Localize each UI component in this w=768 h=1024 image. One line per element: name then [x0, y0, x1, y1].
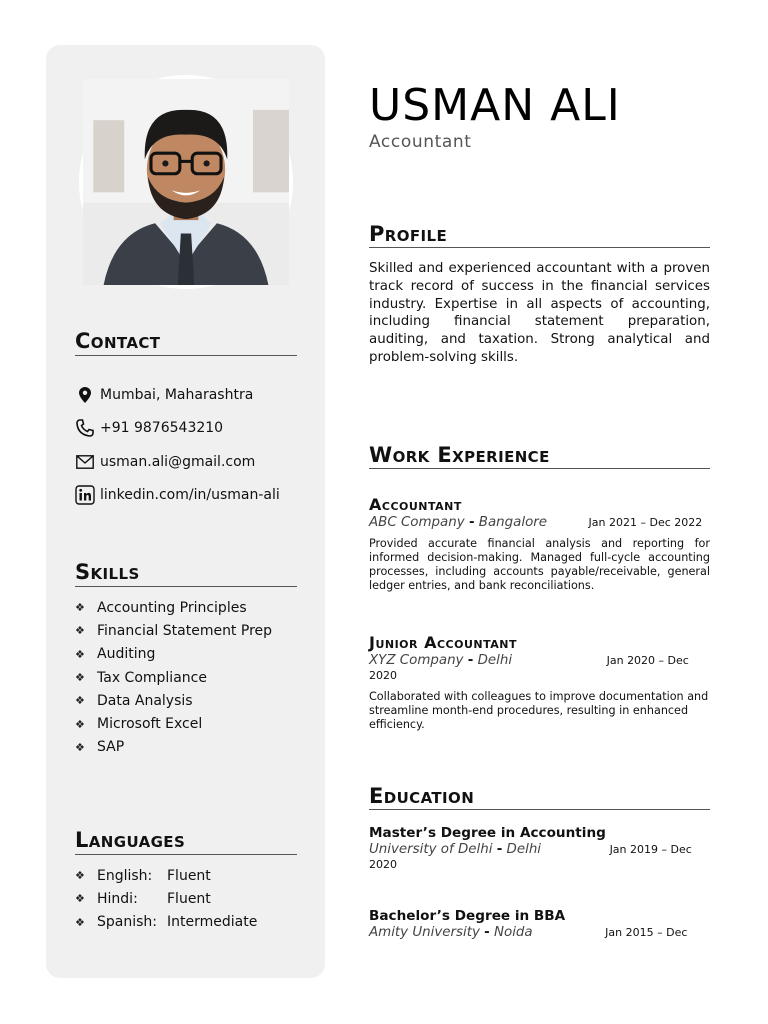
education-school: University of Delhi [369, 842, 493, 857]
skill-item [75, 736, 315, 759]
language-item [75, 864, 315, 887]
language-level: Fluent [167, 867, 211, 884]
skill-label: Data Analysis [97, 692, 193, 709]
contact-phone-text: +91 9876543210 [100, 420, 224, 437]
skills-heading: Skills [75, 560, 297, 587]
education-heading: Education [369, 784, 710, 810]
contact-heading: Contact [75, 329, 297, 356]
job-meta [369, 515, 710, 530]
contact-location-text: Mumbai, Maharashtra [100, 386, 254, 403]
education-separator: - [484, 925, 490, 940]
language-name: Hindi: [97, 890, 138, 907]
skill-label: Tax Compliance [97, 669, 207, 686]
job-meta [369, 653, 710, 683]
contact-item-email[interactable] [75, 445, 315, 479]
diamond-bullet-icon: ❖ [75, 915, 85, 929]
profile-photo-image [83, 79, 289, 285]
education-dates: Jan 2015 – Dec [605, 926, 688, 939]
job-company: XYZ Company [369, 653, 464, 668]
education-location: Delhi [506, 842, 542, 857]
language-level: Intermediate [167, 914, 258, 931]
languages-list [75, 864, 315, 934]
diamond-bullet-icon: ❖ [75, 869, 85, 883]
job-separator: - [467, 653, 474, 668]
job-title: Junior Accountant [369, 633, 517, 652]
education-entry [369, 908, 710, 939]
job-company: ABC Company [369, 515, 465, 530]
job-location: Bangalore [478, 515, 548, 530]
language-item [75, 911, 315, 934]
skills-list [75, 596, 315, 759]
candidate-role: Accountant [369, 132, 472, 152]
education-entry [369, 825, 710, 872]
skill-label: Financial Statement Prep [97, 622, 273, 639]
profile-photo [79, 75, 293, 289]
job-entry [369, 633, 710, 731]
experience-heading: Work Experience [369, 443, 710, 469]
education-degree: Bachelor’s Degree in BBA [369, 908, 566, 924]
diamond-bullet-icon: ❖ [75, 647, 85, 661]
skill-item [75, 689, 315, 712]
skill-label: SAP [97, 739, 125, 756]
diamond-bullet-icon: ❖ [75, 624, 85, 638]
diamond-bullet-icon: ❖ [75, 717, 85, 731]
diamond-bullet-icon: ❖ [75, 694, 85, 708]
skill-item [75, 619, 315, 642]
profile-summary: Skilled and experienced accountant with a proven track record of success in the financial services industry. Expertise in all aspects of accounting, including financial statement preparation, auditing, and taxation. Strong analytical and problem-solving skills. [369, 261, 710, 365]
profile-heading: Profile [369, 222, 710, 248]
phone-icon [75, 418, 95, 438]
education-location: Noida [494, 925, 533, 940]
contact-item-linkedin[interactable] [75, 479, 315, 513]
diamond-bullet-icon: ❖ [75, 671, 85, 685]
skill-item [75, 596, 315, 619]
language-name: Spanish: [97, 914, 157, 931]
skill-label: Microsoft Excel [97, 716, 203, 733]
envelope-icon [75, 452, 95, 472]
job-entry [369, 495, 710, 593]
job-dates: Jan 2021 – Dec 2022 [588, 516, 703, 529]
education-dates: Jan 2019 – Dec 2020 [369, 843, 692, 871]
map-pin-icon [75, 385, 95, 405]
education-meta [369, 925, 710, 939]
job-separator: - [468, 515, 475, 530]
contact-item-location [75, 378, 315, 412]
skill-label: Accounting Principles [97, 599, 247, 616]
education-separator: - [496, 842, 503, 857]
linkedin-icon [75, 485, 95, 505]
job-dates: Jan 2020 – Dec 2020 [369, 654, 689, 682]
job-description: Provided accurate financial analysis and reporting for informed decision-making. Managed full-cycle accounting processes, including accounts payable/receivable, general ledger entries, and bank reconciliations. [369, 537, 710, 592]
education-school: Amity University [369, 925, 480, 940]
skill-item [75, 643, 315, 666]
skill-label: Auditing [97, 646, 156, 663]
sidebar [46, 45, 325, 978]
education-degree: Master’s Degree in Accounting [369, 825, 606, 841]
contact-email-text[interactable]: usman.ali@gmail.com [100, 453, 256, 470]
skill-item [75, 666, 315, 689]
diamond-bullet-icon: ❖ [75, 892, 85, 906]
diamond-bullet-icon: ❖ [75, 740, 85, 754]
contact-item-phone [75, 412, 315, 446]
language-name: English: [97, 867, 153, 884]
candidate-name: USMAN ALI [369, 80, 621, 131]
languages-heading: Languages [75, 828, 297, 855]
education-meta [369, 842, 710, 872]
contact-list [75, 378, 315, 512]
job-title: Accountant [369, 495, 462, 514]
language-level: Fluent [167, 890, 211, 907]
job-description: Collaborated with colleagues to improve documentation and streamline month-end procedures, resulting in enhanced efficiency. [369, 690, 709, 731]
skill-item [75, 712, 315, 735]
contact-linkedin-text[interactable]: linkedin.com/in/usman-ali [100, 487, 280, 504]
diamond-bullet-icon: ❖ [75, 601, 85, 615]
job-location: Delhi [477, 653, 513, 668]
language-item [75, 887, 315, 910]
